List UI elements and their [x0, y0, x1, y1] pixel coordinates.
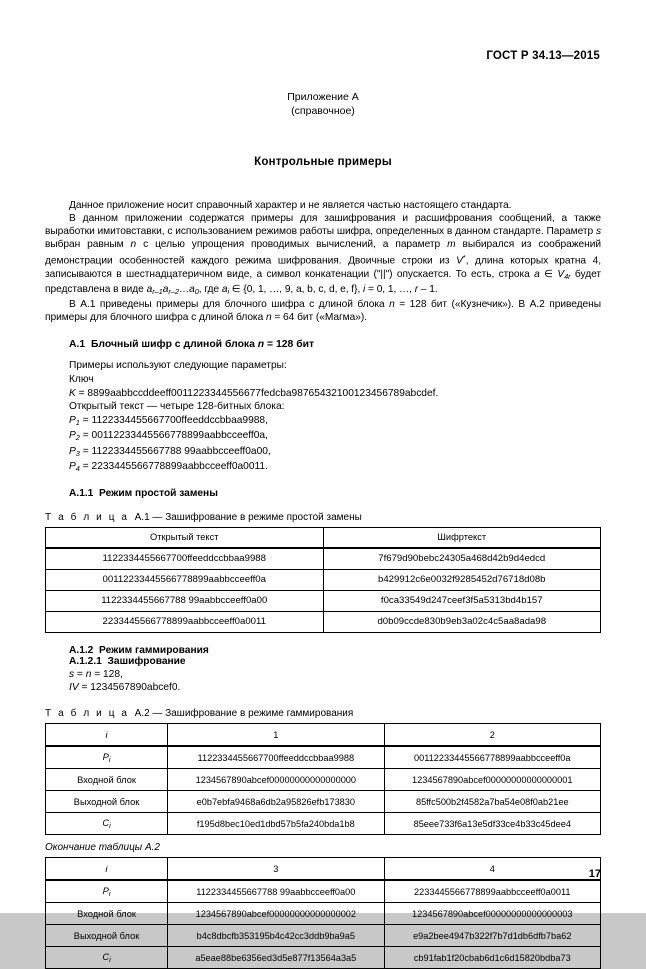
table-a2-cell: 1122334455667700ffeeddccbbaa9988: [168, 746, 384, 769]
table-a1-header-row: [46, 527, 601, 548]
p4-symbol: P: [69, 461, 76, 473]
plaintext-block-4: [45, 460, 601, 476]
p2-range: = 0, 1, …,: [365, 284, 415, 296]
p2-sup-star: *: [462, 253, 466, 263]
page-number: 17: [588, 868, 601, 880]
table-a1-caption: [45, 512, 601, 523]
p1-hex: = 1122334455667700ffeeddccbbaa9988,: [79, 414, 268, 426]
p1-index: 1: [75, 417, 80, 427]
plaintext-block-1: [45, 414, 601, 430]
section-heading-a121: [45, 656, 601, 667]
intro-paragraph-1: Данное приложение носит справочный характер и не является частью настоящего стандарта.: [69, 200, 512, 211]
page-title: Контрольные примеры: [254, 156, 392, 168]
standard-reference: ГОСТ Р 34.13—2015: [486, 50, 600, 62]
table-row: [46, 590, 601, 611]
table-row: [46, 791, 601, 813]
table-a2-caption: [45, 708, 601, 719]
p2-sub-i: i: [227, 287, 230, 297]
p2-var-ar2: a: [162, 284, 169, 296]
table-a2-header-row: [46, 724, 601, 747]
p2-var-ai: a: [221, 284, 228, 296]
appendix-type: (справочное): [291, 105, 355, 117]
p2-sub-r2: r–2: [168, 287, 179, 297]
intro-paragraph-3: [45, 298, 601, 324]
p2-var-V: V: [456, 256, 463, 268]
p2-part-h: – 1.: [418, 284, 438, 296]
row-label-sub: i: [109, 954, 111, 964]
param-iv-symbol: IV: [69, 682, 79, 694]
table-a2-cell: f195d8bec10ed1dbd57b5fa240bda1b8: [168, 813, 384, 835]
table-a2-continuation-caption: Окончание таблицы А.2: [45, 842, 160, 853]
p3-symbol: P: [69, 445, 76, 457]
param-n-symbol: n: [85, 668, 92, 680]
p2-var-a0: a: [189, 284, 195, 296]
table-a2-part1: [45, 723, 601, 835]
p2-part-c: с целью упрощения проводимых вычислений, а параметр: [136, 239, 448, 251]
p2-set-def: ∈ {0, 1, …, 9, a, b, c, d, e, f},: [229, 284, 364, 296]
p2-var-r: r: [414, 284, 419, 296]
table-a2-caption-text: А.2 — Зашифрование в режиме гаммирования: [134, 708, 354, 719]
p2-var-n: n: [130, 239, 137, 251]
table-a2-cont-index-header: i: [46, 858, 168, 881]
p2-part-g: , где: [198, 284, 222, 296]
section-a1-text-a: Блочный шифр с длиной блока: [90, 339, 258, 351]
table-a2-row-label: Входной блок: [46, 769, 168, 791]
param-n-value: = 128,: [91, 668, 123, 680]
plaintext-block-2: [45, 429, 601, 445]
plaintext-block-3: [45, 445, 601, 461]
param-s-line: [45, 668, 601, 682]
p4-index: 4: [75, 464, 80, 474]
p2-ellipsis: …: [178, 284, 190, 296]
a12-parameters: [45, 668, 601, 695]
table-a2-cell: b4c8dbcfb353195b4c42cc3ddb9ba9a5: [168, 925, 384, 947]
p2-hex: = 00112233445566778899aabbcceeff0a,: [79, 430, 268, 442]
p3-index: 3: [75, 448, 80, 458]
p2-var-m: m: [447, 239, 456, 251]
plaintext-label: Открытый текст — четыре 128-битных блока:: [69, 401, 285, 413]
section-heading-a1: [45, 339, 601, 350]
table-row: [46, 813, 601, 835]
table-a2-cell: 1234567890abcef00000000000000003: [384, 903, 600, 925]
table-a2-row-label: [46, 947, 168, 969]
table-a2-cont-header-row: [46, 858, 601, 881]
row-label-sub: i: [109, 820, 111, 830]
section-a11-text: Режим простой замены: [99, 487, 218, 499]
appendix-label: Приложение А: [287, 91, 359, 103]
table-a2-row-label: Выходной блок: [46, 791, 168, 813]
table-a2-cell: e9a2bee4947b322f7b7d1db6dfb7ba62: [384, 925, 600, 947]
p2-symbol: P: [69, 430, 76, 442]
table-a2-part2: [45, 857, 601, 969]
table-a2-col-2: 2: [384, 724, 600, 747]
table-a1-cell: d0b09ccde830b9eb3a02c4c5aa8ada98: [323, 611, 601, 632]
p3-part-b: = 128 бит («Кузнечик»). В А.2 приведены примеры для блочного шифра с длиной блока: [45, 299, 602, 324]
table-a2-row-label: [46, 813, 168, 835]
p3-var-n: n: [389, 299, 395, 311]
table-a2-cell: a5eae88be6356ed3d5e877f13564a3a5: [168, 947, 384, 969]
p3-var-n2: n: [265, 312, 272, 324]
param-iv-line: [45, 681, 601, 695]
section-a1-number: А.1: [69, 339, 86, 351]
p4-hex: = 2233445566778899aabbcceeff0a0011.: [79, 461, 268, 473]
p3-part-a: В А.1 приведены примеры для блочного шифра с длиной блока: [69, 299, 390, 311]
p2-var-a: a: [534, 269, 540, 281]
table-a1-col-plaintext: Открытый текст: [46, 527, 324, 548]
table-a2-cell: 85ffc500b2f4582a7ba54e08f0ab21ee: [384, 791, 600, 813]
p2-index: 2: [75, 433, 80, 443]
section-a11-number: А.1.1: [69, 487, 94, 499]
table-row: [46, 947, 601, 969]
row-label-symbol: C: [102, 817, 110, 828]
table-a1-cell: 7f679d90bebc24305a468d42b9d4edcd: [323, 548, 601, 570]
section-a1-text-b: = 128 бит: [264, 339, 315, 351]
row-label-symbol: C: [102, 951, 110, 962]
table-a2-row-label: [46, 880, 168, 903]
p2-var-s: s: [595, 226, 601, 238]
table-a1-cell: 00112233445566778899aabbcceeff0a: [46, 569, 324, 590]
section-heading-a12: [45, 645, 601, 656]
table-a2-cell: 1234567890abcef00000000000000002: [168, 903, 384, 925]
table-row: [46, 569, 601, 590]
param-s-eq: =: [74, 668, 86, 680]
section-a121-number: А.1.2.1: [69, 655, 102, 667]
table-a2-caption-label: Т а б л и ц а: [45, 708, 130, 719]
table-a2-col-3: 3: [168, 858, 384, 881]
p2-sub-4r: 4r: [564, 272, 571, 282]
p1-symbol: P: [69, 414, 76, 426]
table-a2-cell: 2233445566778899aabbcceeff0a0011: [384, 880, 600, 903]
p2-sub-0: 0: [194, 287, 199, 297]
key-label: Ключ: [69, 373, 94, 385]
row-label-symbol: P: [102, 885, 109, 896]
key-value-line: [45, 387, 601, 401]
p2-part-a: В данном приложении содержатся примеры для зашифрования и расшифрования сообщений, а также выработки имитовставки, с использованием режимов работы шифра, определенных в данном стандарте. Параметр: [45, 213, 601, 238]
row-label-sub: i: [108, 754, 111, 764]
table-row: [46, 769, 601, 791]
a1-parameters: [45, 359, 601, 475]
table-a1-caption-label: Т а б л и ц а: [45, 511, 130, 523]
table-a1: [45, 527, 601, 633]
appendix-designation: [45, 90, 601, 118]
table-a1-cell: b429912c6e0032f9285452d76718d08b: [323, 569, 601, 590]
table-a1-col-ciphertext: Шифртекст: [323, 527, 601, 548]
table-row: [46, 611, 601, 632]
section-heading-a11: [45, 488, 601, 499]
table-a1-caption-text: А.1 — Зашифрование в режиме простой замены: [134, 511, 362, 523]
params-intro: Примеры используют следующие параметры:: [69, 360, 287, 372]
section-a121-text: Зашифрование: [107, 655, 186, 667]
table-a2-cell: 1234567890abcef00000000000000000: [168, 769, 384, 791]
table-a2-cell: 1122334455667788 99aabbcceeff0a00: [168, 880, 384, 903]
table-row: [46, 925, 601, 947]
table-a1-cell: f0ca33549d247ceef3f5a5313bd4b157: [323, 590, 601, 611]
key-symbol: K: [69, 387, 76, 399]
row-label-sub: i: [108, 888, 111, 898]
table-a2-cell: e0b7ebfa9468a6db2a95826efb173830: [168, 791, 384, 813]
p2-var-i: i: [363, 284, 366, 296]
p2-part-e: , длина которых кратна 4, записываются в шестнадцатеричном виде, а символ конкатенации ("||") опускается. То есть, строка: [45, 256, 601, 281]
table-a2-col-1: 1: [168, 724, 384, 747]
table-a2-col-4: 4: [384, 858, 600, 881]
section-a1-var-n: n: [257, 339, 265, 351]
table-row: [46, 880, 601, 903]
table-row: [46, 548, 601, 570]
p2-part-b: выбран равным: [45, 239, 131, 251]
key-hex: = 8899aabbccddeeff0011223344556677fedcba98765432100123456789abcdef.: [75, 387, 439, 399]
table-a1-cell: 1122334455667788 99aabbcceeff0a00: [46, 590, 324, 611]
p2-var-V4r: V: [557, 269, 565, 281]
param-iv-value: = 1234567890abcef0.: [78, 682, 181, 694]
document-header: [45, 50, 601, 62]
table-a1-cell: 2233445566778899aabbcceeff0a0011: [46, 611, 324, 632]
section-a12-number: А.1.2: [69, 644, 94, 656]
table-a2-index-header: i: [46, 724, 168, 747]
introduction-text: [45, 199, 601, 324]
p3-hex: = 1122334455667788 99aabbcceeff0a00,: [79, 445, 271, 457]
p3-part-c: = 64 бит («Магма»).: [271, 312, 367, 324]
table-a2-cell: 85eee733f6a13e5df33ce4b33c45dee4: [384, 813, 600, 835]
table-a2-row-label: Входной блок: [46, 903, 168, 925]
table-a2-cell: 1234567890abcef00000000000000001: [384, 769, 600, 791]
table-a2-cell: cb91fab1f20cbab6d1c6d15820bdba73: [384, 947, 600, 969]
row-label-symbol: P: [102, 751, 109, 762]
p2-part-f: будет представлена в виде: [45, 269, 601, 296]
table-a2-row-label: [46, 746, 168, 769]
intro-paragraph-2: [45, 212, 601, 298]
p2-part-d: выбирался из соображений демонстрации особенностей каждого режима шифрования. Двоичные строки из: [45, 239, 602, 268]
p2-var-ar1: a: [146, 284, 153, 296]
table-row: [46, 746, 601, 769]
table-a1-cell: 1122334455667700ffeeddccbbaa9988: [46, 548, 324, 570]
table-row: [46, 903, 601, 925]
p2-in-symbol: ∈: [539, 269, 558, 281]
table-a2-cell: 00112233445566778899aabbcceeff0a: [384, 746, 600, 769]
page-content: [45, 50, 602, 964]
param-s-symbol: s: [69, 668, 75, 680]
table-a2-row-label: Выходной блок: [46, 925, 168, 947]
p2-sub-r1: r–1: [152, 287, 163, 297]
section-a12-text: Режим гаммирования: [99, 644, 209, 656]
